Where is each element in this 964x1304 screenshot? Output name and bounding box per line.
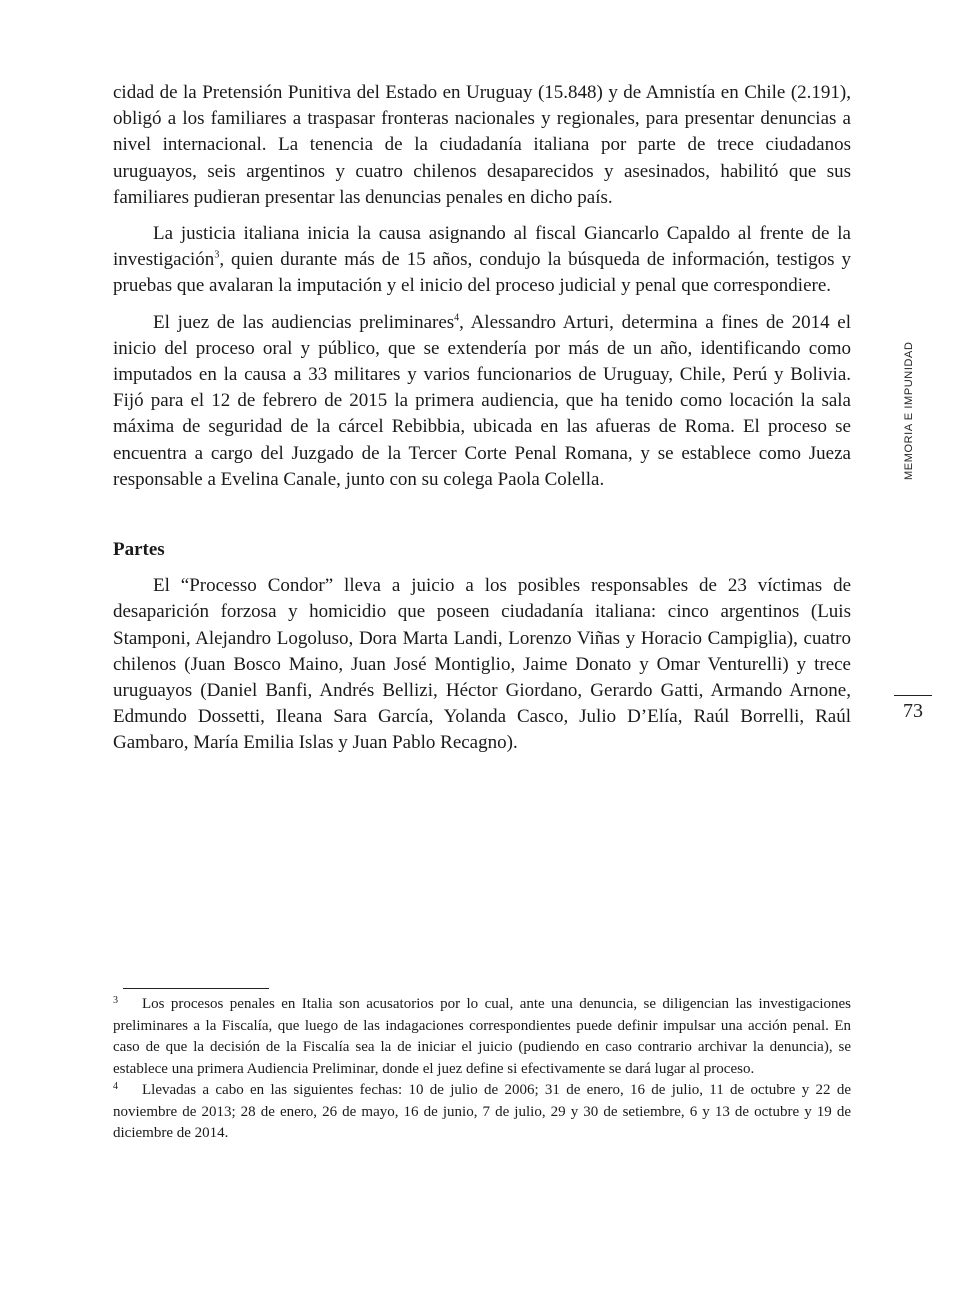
page-number: 73 xyxy=(903,700,923,722)
body-paragraph-3 xyxy=(113,310,851,493)
body-paragraph-1: cidad de la Pretensión Punitiva del Estado en Uruguay (15.848) y de Amnistía en Chile (2.191), obligó a los familiares a traspasar fronteras nacionales y regionales, para presentar denuncias a nivel internacional. La tenencia de la ciudadanía italiana por parte de trece ciudadanos uruguayos, seis argentinos y cuatro chilenos desaparecidos y asesinados, habilitó que sus familiares pudieran presentar las denuncias penales en dicho país. xyxy=(113,82,851,208)
footnote-number: 4 xyxy=(113,1081,118,1092)
paragraph-2-text-after: , quien durante más de 15 años, condujo la búsqueda de información, testigos y pruebas que avalaran la imputación y el inicio del proceso judicial y penal que correspondiere. xyxy=(113,249,851,297)
body-paragraph-2 xyxy=(113,221,851,300)
section-paragraph: El “Processo Condor” lleva a juicio a los posibles responsables de 23 víctimas de desaparición forzosa y homicidio que poseen ciudadanía italiana: cinco argentinos (Luis Stamponi, Alejandro Logoluso, Dora Marta Landi, Lorenzo Viñas y Horacio Campiglia), cuatro chilenos (Juan Bosco Maino, Juan José Montiglio, Jaime Donato y Omar Venturelli) y trece uruguayos (Daniel Banfi, Andrés Bellizi, Héctor Giordano, Gerardo Gatti, Armando Arnone, Edmundo Dossetti, Ileana Sara García, Yolanda Casco, Julio D’Elía, Raúl Borrelli, Raúl Gambaro, María Emilia Islas y Juan Pablo Recagno). xyxy=(113,575,851,754)
page-body xyxy=(113,80,851,767)
footnote-4 xyxy=(113,1080,851,1145)
footnote-text: Los procesos penales en Italia son acusatorios por lo cual, ante una denuncia, se diligencian las investigaciones preliminares a la Fiscalía, que luego de las indagaciones correspondientes puede definir impulsar una acción penal. En caso de que la decisión de la Fiscalía sea la de iniciar el juicio (pudiendo en caso contrario archivar la denuncia), se establece una primera Audiencia Preliminar, donde el juez define si efectivamente se dará lugar al proceso. xyxy=(113,996,851,1077)
footnote-text: Llevadas a cabo en las siguientes fechas: 10 de julio de 2006; 31 de enero, 16 de julio, 11 de octubre y 22 de noviembre de 2013; 28 de enero, 26 de mayo, 16 de junio, 7 de julio, 29 y 30 de setiembre, 6 y 13 de octubre y 19 de diciembre de 2014. xyxy=(113,1082,851,1141)
paragraph-3-text-before: El juez de las audiencias preliminares xyxy=(153,311,455,333)
page-number-rule xyxy=(894,695,932,696)
paragraph-3-text-after: , Alessandro Arturi, determina a fines de 2014 el inicio del proceso oral y público, que se extendería por más de un año, identificando como imputados en la causa a 33 militares y varios funcionarios de Uruguay, Chile, Perú y Bolivia. Fijó para el 12 de febrero de 2015 la primera audiencia, que ha tenido como locación la sala máxima de seguridad de la cárcel Rebibbia, ubicada en las afueras de Roma. El proceso se encuentra a cargo del Juzgado de la Tercer Corte Penal Romana, y se establece como Jueza responsable a Evelina Canale, junto con su colega Paola Colella. xyxy=(113,311,851,490)
footnote-3 xyxy=(113,994,851,1080)
footnote-number: 3 xyxy=(113,995,118,1006)
footnotes xyxy=(113,994,851,1145)
section-heading-partes: Partes xyxy=(113,539,165,561)
footnote-ref-4[interactable]: 4 xyxy=(454,312,460,324)
footnote-ref-3[interactable]: 3 xyxy=(214,249,220,261)
footnote-separator xyxy=(123,988,269,989)
paragraph-2-text-before: La justicia italiana inicia la causa asignando al fiscal Giancarlo Capaldo al frente de la investigación xyxy=(113,223,851,271)
running-header-side-title: MEMORIA E IMPUNIDAD xyxy=(903,341,915,481)
